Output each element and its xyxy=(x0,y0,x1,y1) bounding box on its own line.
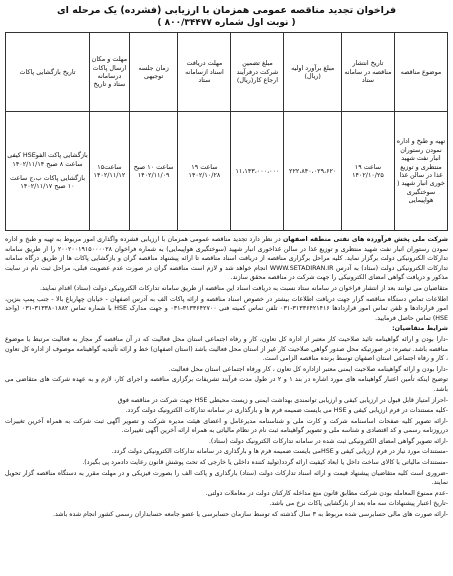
conditions-list xyxy=(5,335,448,520)
col-briefing-header: زمان جلسه توجیهی xyxy=(129,33,178,112)
list-item: -مستندات مورد نیاز در فرم ارزیابی کیفی و HSEمی بایست ضمیمه فرم ها و بارگذاری در سامانه تدارکات الکترونیکی دولت گردد. xyxy=(111,448,448,456)
col-subject-header: موضوع مناقصه xyxy=(394,33,447,112)
cell-docs-deadline: ساعت ۱۹ ۱۴۰۲/۱۰/۲۸ xyxy=(178,112,231,231)
cell-estimate: ۲۲۲،۸۴۰،۰۲۹،۶۲۰ xyxy=(284,112,341,231)
conditions-title: شرایط متقاضیان: xyxy=(392,325,448,333)
cell-opening xyxy=(6,112,90,231)
col-docs-deadline-header: مهلت دریافت اسناد ازسامانه ستاد xyxy=(178,33,231,112)
col-estimate-header: مبلغ برآورد اولیه (ریال) xyxy=(284,33,341,112)
list-item: -کلیه مستندات در فرم ارزیابی کیفی و HSE می بایست ضمیمه فرم ها و بارگذاری در سامانه تدارکات الکترونیک دولت گردد. xyxy=(125,407,448,415)
list-item: -عدم ممنوع المعامله بودن شرکت مطابق قانون منع مداخله کارکنان دولت در معاملات دولتی. xyxy=(205,489,448,497)
opening-envelope-a: بازگشایی پاکت الفوHSE کیفی ساعت ۸ صبح ۱۴۰۲/۱۱/۱۴ xyxy=(7,151,88,168)
list-item: -دارا بودن و ارائه گواهینامه صلاحیت ایمنی معتبر ازاداره کل تعاون ، کار ورفاه اجتماعی استان محل فعالیت. xyxy=(168,365,448,373)
list-item: -ضروری است کلیه متقاضیان پیشنهاد قیمت و ارائه اسناد تدارکات دولت (ستاد) بارگذاری و پاکت الف را بصورت فیزیکی و در مهلت مقرر به دستگاه مناقصه گزار تحویل نمایند. xyxy=(5,469,448,487)
cell-guarantee: ۱۱،۱۴۳،۰۰۰،۰۰۰ xyxy=(231,112,284,231)
list-item: -مستندات مالیاتی با کالای ساخت داخل یا ابعاد کیفیت ارائه گردد(تولید کننده داخلی یا خارجی که تحت پوشش قانون رعایت دادمرد پی بگیرد). xyxy=(82,459,448,467)
cell-submit-deadline: ساعت۱۵ ۱۴۰۲/۱۱/۱۲ xyxy=(90,112,130,231)
table-header-row xyxy=(6,33,448,112)
tender-table xyxy=(5,32,448,231)
company-name: شرکت ملی پخش فرآورده های نفتی منطقه اصفهان xyxy=(282,236,448,243)
col-guarantee-header: مبلغ تضمین شرکت درفرآیند ارجاع کار(ریال) xyxy=(231,33,284,112)
list-item: -تاریخ اعتبار پیشنهادات سه ماه بعد از بازگشایی پاکات نرخ می باشد. xyxy=(269,500,448,508)
list-item: -ارائه صورت های مالی حسابرسی شده مربوط به ۳ سال گذشته که توسط سازمان حسابرسی یا عضو جامعه حسابداران رسمی کشور انجام شده باشد. xyxy=(52,511,448,519)
list-item: -ارائه تصویر کلیه صفحات اساسنامه شرکت و کارت ملی و شناسنامه مدیرعامل و اعضای هیئت مدیره شرکت و تصویر آگهی ثبت شرکت به همراه آخرین تغییرات درروزنامه رسمی و کد اقتصادی و شناسه ملی و تصویر گواهینامه ثبت نام در نظام مالیاتی به همراه ارائه آخرین آگهی تغییرات. xyxy=(5,417,448,435)
download-paragraph: متقاضیان می توانند بعد از انتشار فراخوان در سامانه ستاد نسبت به دریافت اسناد این مناقصه از طریق سامانه تدارکات الکترونیکی دولت (ستاد) اقدام نمایند. xyxy=(39,284,448,292)
list-item: -دارا بودن و ارائه گواهینامه تائید صلاحیت کار معتبر از اداره کل تعاون، کار و رفاه اجتماعی استان محل فعالیت که در آن مناقصه گر مجاز به فعالیت مرتبط با موضوع مناقصه باشد. تبصره: در صورتیکه محل صدور گواهی صلاحیت کار غیر از استان محل فعالیت باشد (استان اصفهان) خط و ارائه تأئیدیه گواهینامه موصوف از اداره کل تعاون ، کار و رفاه اجتماعی استان اصفهان توسط برنده مناقصه الزامی است. xyxy=(5,335,448,363)
intro-text: در نظر دارد تجدید مناقصه عمومی همزمان با ارزیابی فشرده واگذاری امور مربوط به تهیه و طبخ و اداره نمودن رستوران انبار نفت شهید منتظری و توزیع غذا در سالن غذاخوری انبار شهید (سوختگیری هواپیمایی) به شماره فراخوان ۲۰۰۲۰۰۱۹۱۵۰۰۰۰۲۸ را از طریق سامانه تدارکات الکترونیکی دولت برگزار نماید. کلیه مراحل برگزاری مناقصه از دریافت اسناد مناقصه تا ارائه پیشنهاد مناقصه گران و بازگشایی پاکات ها از طریق درگاه سامانه تدارکات الکترونیکی دولت (ستاد) به آدرس WWW.SETADIRAN.IR انجام خواهد شد و لازم است مناقصه گران در صورت عدم عضویت قبلی، مراحل ثبت نام در سایت مذکور و دریافت گواهی امضای الکترونیکی را جهت شرکت در مناقصه محقق سازند. xyxy=(5,236,448,282)
col-submit-deadline-header: مهلت و مکان ارسال پاکات درسامانه ستاد و تاریخ xyxy=(90,33,130,112)
list-item: -ارائه تصویر گواهی امضای الکترونیکی ثبت شده در سامانه تدارکات الکترونیک دولت (ستاد). xyxy=(208,437,448,445)
notice-number: ( نوبت اول شماره ۸۰۰/۳۴۴۷۷ ) xyxy=(157,18,296,28)
col-opening-header: تاریخ بازگشایی پاکات xyxy=(6,33,90,112)
intro-paragraph xyxy=(5,235,448,283)
list-item: توضیح اینکه تأمین اعتبار گواهینامه های مورد اشاره در بند ۱ و ۲ در طول مدت فرآیند تشریفات برگزاری مناقصه و اجرای کار، لازم و به عهده شرکت های متقاضی می باشد. xyxy=(5,376,449,393)
cell-publish-date: ساعت ۱۹ ۱۴۰۲/۱۰/۲۵ xyxy=(341,112,394,231)
cell-subject: تهیه و طبخ و اداره نمودن رستوران انبار نفت شهید منتظری و توزیع غذا در سالن غذا خوری انبار شهید ( سوختگیری هواپیمایی xyxy=(394,112,447,231)
list-item: -احراز امتیاز قابل قبول در ارزیابی کیفی و ارزیابی توانمندی بهداشت ایمنی و زیست محیطی HSE جهت شرکت در مناقصه فوق xyxy=(117,396,448,404)
notice-title: فراخوان تجدید مناقصه عمومی همزمان با ارزیابی (فشرده) یک مرحله ای xyxy=(56,5,397,16)
contact-paragraph: اطلاعات تماس دستگاه مناقصه گزار جهت دریافت اطلاعات بیشتر در خصوص اسناد مناقصه و ارائه پاکات الف به آدرس اصفهان - خیابان چهارباغ بالا - جنب پمپ بنزین، امور قراردادها و تلفن تماس امور قراردادها ۳۱۳۳۶۴۲۱۴۱۶-۰۳۱ تلفن تماس کمیته فنی ۳۱۳۳۶۴۲۷۰۰-۰۳۱ و جهت مدارک HSE با شماره تماس ۳۱۳۳۸۰۱۸۸۲-۰۳۱ (واحد HSE) تماس حاصل فرمایید. xyxy=(5,295,449,322)
col-publish-date-header: تاریخ انتشار مناقصه در سامانه ستاد xyxy=(341,33,394,112)
notice-body xyxy=(5,235,448,520)
opening-envelope-bc: بازگشایی پاکات ب،ج ساعت ۱۰ صبح ۱۴۰۲/۱۱/۱۷ xyxy=(10,174,86,191)
table-row xyxy=(6,112,448,231)
cell-briefing: ساعت ۱۰ صبح ۱۴۰۲/۱۱/۰۹ xyxy=(129,112,178,231)
